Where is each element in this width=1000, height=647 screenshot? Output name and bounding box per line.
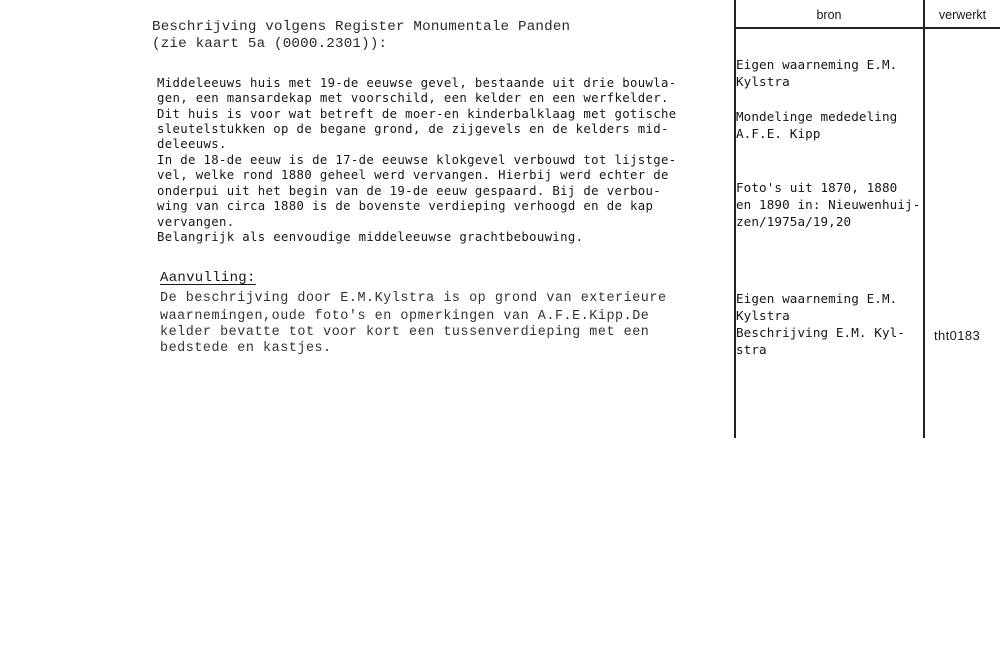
column-header-verwerkt: verwerkt [938, 8, 987, 22]
aanvulling-line: waarnemingen,oude foto's en opmerkingen van A.F.E.Kipp.De [160, 309, 650, 324]
description-line: wing van circa 1880 is de bovenste verdieping verhoogd en de kap [157, 199, 654, 213]
aanvulling-heading: Aanvulling: [160, 270, 256, 286]
description-line: Middeleeuws huis met 19-de eeuwse gevel, bestaande uit drie bouwla- [157, 76, 677, 90]
bron-line: Kylstra [736, 308, 790, 323]
aanvulling-line: De beschrijving door E.M.Kylstra is op grond van exterieure [160, 291, 667, 306]
bron-line: zen/1975a/19,20 [736, 214, 852, 229]
description-line: Belangrijk als eenvoudige middeleeuwse grachtbebouwing. [157, 230, 584, 244]
table-divider-middle [923, 0, 925, 438]
aanvulling-line: kelder bevatte tot voor kort een tussenverdieping met een [160, 325, 650, 340]
header-line-1: Beschrijving volgens Register Monumentale Panden [152, 19, 571, 35]
bron-line: en 1890 in: Nieuwenhuij- [736, 197, 921, 212]
bron-line: A.F.E. Kipp [736, 126, 821, 141]
description-line: vervangen. [157, 215, 235, 229]
bron-line: stra [736, 342, 767, 357]
bron-line: Eigen waarneming E.M. [736, 57, 898, 72]
description-line: vel, welke rond 1880 geheel werd vervangen. Hierbij werd echter de [157, 168, 669, 182]
bron-line: Kylstra [736, 74, 790, 89]
bron-line: Eigen waarneming E.M. [736, 291, 898, 306]
header-line-2: (zie kaart 5a (0000.2301)): [152, 36, 388, 52]
description-line: In de 18-de eeuw is de 17-de eeuwse klokgevel verbouwd tot lijstge- [157, 153, 677, 167]
bron-line: Mondelinge mededeling [736, 109, 898, 124]
description-line: onderpui uit het begin van de 19-de eeuw gespaard. Bij de verbou- [157, 184, 661, 198]
column-header-bron: bron [816, 8, 842, 22]
bron-line: Foto's uit 1870, 1880 [736, 180, 898, 195]
bron-line: Beschrijving E.M. Kyl- [736, 325, 906, 340]
aanvulling-line: bedstede en kastjes. [160, 341, 332, 356]
description-line: deleeuws. [157, 137, 227, 151]
table-header-rule [734, 27, 1000, 29]
description-line: sleutelstukken op de begane grond, de zijgevels en de kelders mid- [157, 122, 669, 136]
verwerkt-code: tht0183 [934, 328, 981, 343]
description-line: Dit huis is voor wat betreft de moer-en kinderbalklaag met gotische [157, 107, 677, 121]
description-line: gen, een mansardekap met voorschild, een kelder en een werfkelder. [157, 91, 669, 105]
